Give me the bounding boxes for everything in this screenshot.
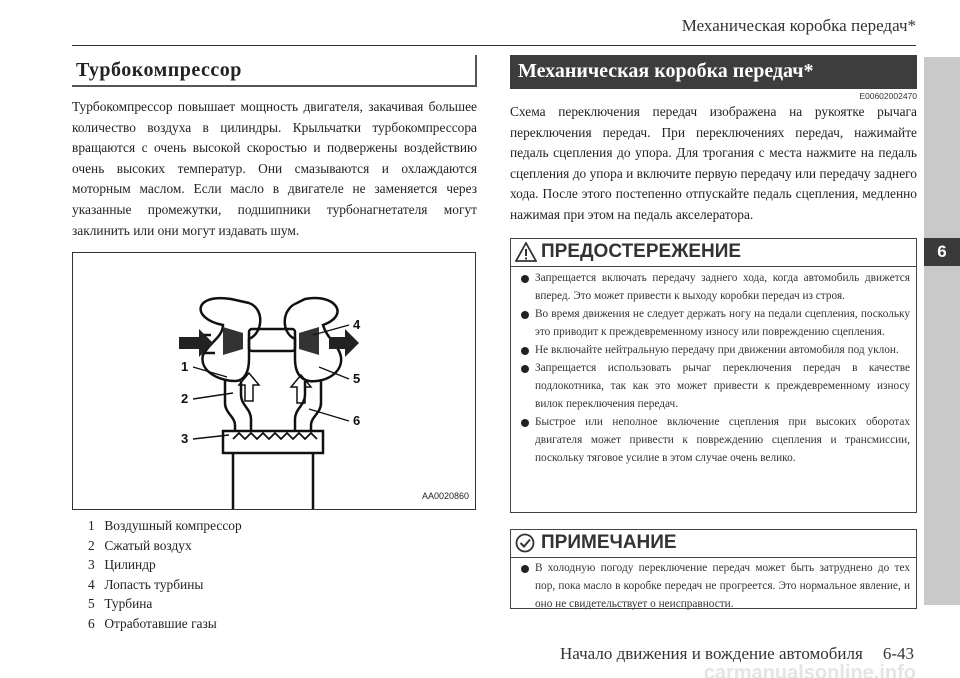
footer-section: Начало движения и вождение автомобиля bbox=[559, 644, 863, 663]
page-footer bbox=[560, 644, 914, 664]
bullet-icon bbox=[521, 275, 529, 283]
legend-item: 6 Отработавшие газы bbox=[88, 615, 217, 631]
right-column bbox=[510, 55, 917, 226]
gearbox-paragraph: Схема переключения передач изображена на рукоятке рычага переключения передач. При переключениях передач, нажимайте педаль сцепления до упора. Для трогания с места нажмите на педаль сцепления до упора и включите первую передачу или передачу заднего хода. После этого постепенно отпускайте педаль сцепления, медленно нажимая при этом на педаль акселератора. bbox=[510, 104, 917, 222]
caution-title: ПРЕДОСТЕРЕЖЕНИЕ bbox=[541, 241, 742, 262]
section-code: E00602002470 bbox=[859, 91, 917, 101]
section-title-turbo: Турбокомпрессор bbox=[72, 55, 477, 87]
leader-1 bbox=[193, 367, 227, 377]
exhaust-gas-arrow bbox=[291, 375, 311, 403]
figure-legend bbox=[88, 516, 242, 633]
note-list bbox=[519, 560, 910, 613]
caution-item: Во время движения не следует держать ногу на педали сцепления, поскольку это приводит к преждевременному износу или повреждению сцепления. bbox=[519, 306, 910, 342]
watermark: carmanualsonline.info bbox=[703, 662, 916, 678]
bullet-icon bbox=[521, 311, 529, 319]
turbo-figure bbox=[72, 252, 476, 510]
caution-list bbox=[519, 270, 910, 468]
bullet-icon bbox=[521, 365, 529, 373]
turbine-wheel bbox=[299, 327, 319, 355]
exhaust-manifold-pipe bbox=[311, 379, 321, 431]
compressed-air-pipe bbox=[241, 381, 251, 431]
note-item: В холодную погоду переключение передач может быть затруднено до тех пор, пока масло в коробке передач не прогреется. Это нормальное явление, и оно не свидетельствует о неисправности. bbox=[519, 560, 910, 613]
figure-code: AA0020860 bbox=[421, 491, 469, 501]
cylinder-wave bbox=[233, 433, 317, 439]
callout-1: 1 bbox=[181, 359, 189, 374]
exhaust-out-arrow bbox=[329, 329, 359, 357]
legend-item: 5 Турбина bbox=[88, 596, 153, 611]
caution-item: Не включайте нейтральную передачу при движении автомобиля под уклон. bbox=[519, 342, 910, 360]
caution-item: Быстрое или неполное включение сцепления при высоких оборотах двигателя может привести к повреждению сцепления и трансмиссии, поскольку тяговое усилие в этом случае очень велико. bbox=[519, 414, 910, 467]
legend-item: 3 Цилиндр bbox=[88, 557, 156, 572]
section-title-manual-gearbox: Механическая коробка передач* bbox=[510, 55, 917, 89]
caution-item: Запрещается использовать рычаг переключения передач в качестве подлокотника, так как это может привести к преждевременному износу вилок переключения передач. bbox=[519, 360, 910, 413]
leader-5 bbox=[319, 367, 349, 379]
turbo-paragraph: Турбокомпрессор повышает мощность двигателя, закачивая большее количество воздуха в цилиндры. Крыльчатки турбокомпрессора вращаются с очень высокой скоростью и подвержены воздействию очень высоких температур. Они смазываются и охлаждаются моторным маслом. Если масло в двигателе не заменяется через указанные промежутки, подшипники турбонагнетателя могут заклинить или они могут издавать шум. bbox=[72, 99, 477, 238]
legend-item: 4 Лопасть турбины bbox=[88, 576, 204, 592]
bullet-icon bbox=[521, 565, 529, 573]
leader-2 bbox=[193, 393, 233, 399]
checkmark-icon bbox=[515, 533, 535, 553]
legend-item: 2 Сжатый воздух bbox=[88, 537, 192, 553]
caution-header bbox=[515, 241, 741, 263]
caution-box bbox=[510, 238, 917, 513]
note-header bbox=[515, 532, 677, 554]
bullet-icon bbox=[521, 347, 529, 355]
callout-3: 3 bbox=[181, 431, 189, 446]
callout-6: 6 bbox=[353, 413, 361, 428]
turbocharger-illustration bbox=[73, 253, 475, 509]
callout-2: 2 bbox=[181, 391, 189, 406]
compressor-wheel bbox=[223, 327, 243, 355]
note-box bbox=[510, 529, 917, 609]
page-header-title: Механическая коробка передач* bbox=[681, 16, 916, 35]
bullet-icon bbox=[521, 419, 529, 427]
caution-item: Запрещается включать передачу заднего хода, когда автомобиль движется вперед. Это может привести к выходу коробки передач из строя. bbox=[519, 270, 910, 306]
note-title: ПРИМЕЧАНИЕ bbox=[541, 532, 677, 553]
left-column bbox=[72, 55, 477, 241]
legend-item: 1 Воздушный компрессор bbox=[88, 518, 242, 533]
intake-manifold-pipe bbox=[225, 379, 235, 431]
side-tab bbox=[924, 57, 960, 605]
header-divider bbox=[72, 45, 916, 46]
callout-5: 5 bbox=[353, 371, 361, 386]
warning-triangle-icon bbox=[515, 242, 537, 262]
callout-4: 4 bbox=[353, 317, 361, 332]
chapter-tab: 6 bbox=[924, 238, 960, 266]
page-number: 6-43 bbox=[882, 644, 914, 663]
